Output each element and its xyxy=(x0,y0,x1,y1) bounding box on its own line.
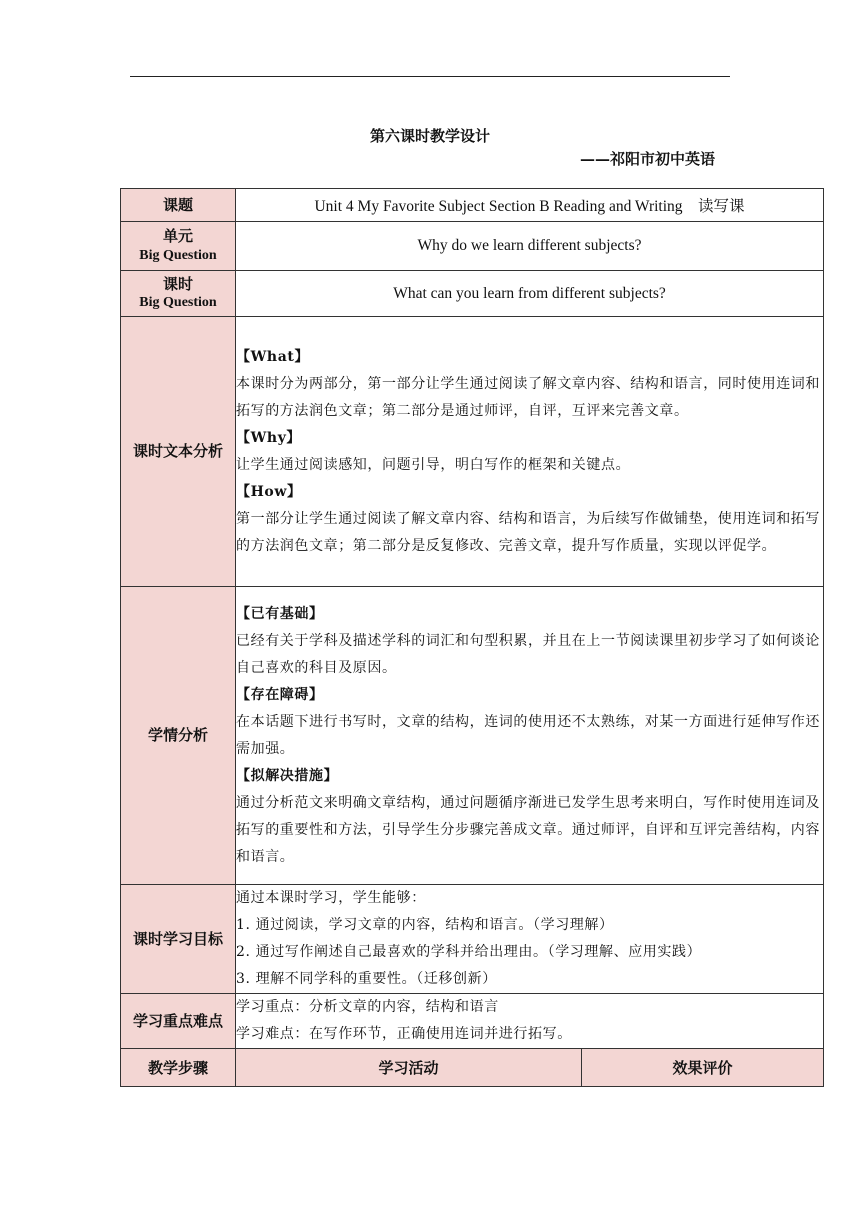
basis-heading: 【已有基础】 xyxy=(236,605,324,622)
key-points-content xyxy=(236,994,824,1049)
objectives-content xyxy=(236,885,824,994)
header-rule xyxy=(130,76,730,77)
lesson-bq-value: What can you learn from different subjects? xyxy=(236,271,824,317)
unit-bq-row xyxy=(121,222,824,271)
why-heading: 【Why】 xyxy=(236,429,302,446)
lesson-bq-row xyxy=(121,271,824,317)
unit-bq-value: Why do we learn different subjects? xyxy=(236,222,824,271)
lesson-plan-table xyxy=(120,188,824,1087)
key-focus: 学习重点：分析文章的内容，结构和语言 xyxy=(236,999,499,1015)
author-line: ——祁阳市初中英语 xyxy=(580,150,716,168)
unit-label-cn: 单元 xyxy=(162,227,193,246)
topic-label: 课题 xyxy=(121,189,236,222)
key-points-label: 学习重点难点 xyxy=(121,994,236,1049)
topic-value: Unit 4 My Favorite Subject Section B Reading and Writing 读写课 xyxy=(236,189,824,222)
steps-header-row xyxy=(121,1049,824,1087)
objectives-label: 课时学习目标 xyxy=(121,885,236,994)
objective-item: 3. 理解不同学科的重要性。（迁移创新） xyxy=(236,971,497,987)
how-heading: 【How】 xyxy=(236,483,302,500)
student-analysis-row xyxy=(121,587,824,885)
text-analysis-label: 课时文本分析 xyxy=(121,317,236,587)
lesson-label-en: Big Question xyxy=(139,295,217,311)
basis-body: 已经有关于学科及描述学科的词汇和句型积累，并且在上一节阅读课里初步学习了如何谈论自己喜欢的科目及原因。 xyxy=(236,632,820,676)
text-analysis-content xyxy=(236,317,824,587)
unit-label-en: Big Question xyxy=(139,247,217,263)
objectives-intro: 通过本课时学习，学生能够： xyxy=(236,890,426,906)
lesson-bq-label xyxy=(121,271,236,317)
why-body: 让学生通过阅读感知，问题引导，明白写作的框架和关键点。 xyxy=(236,456,631,473)
evaluation-header: 效果评价 xyxy=(582,1049,824,1087)
key-difficulty: 学习难点：在写作环节，正确使用连词并进行拓写。 xyxy=(236,1026,572,1042)
topic-row xyxy=(121,189,824,222)
lesson-label-cn: 课时 xyxy=(162,274,193,293)
activities-header: 学习活动 xyxy=(236,1049,582,1087)
unit-bq-label xyxy=(121,222,236,271)
student-analysis-content xyxy=(236,587,824,885)
what-heading: 【What】 xyxy=(236,348,310,365)
what-body: 本课时分为两部分，第一部分让学生通过阅读了解文章内容、结构和语言，同时使用连词和拓写的方法润色文章；第二部分是通过师评，自评，互评来完善文章。 xyxy=(236,375,820,419)
how-body: 第一部分让学生通过阅读了解文章内容、结构和语言，为后续写作做铺垫，使用连词和拓写的方法润色文章；第二部分是反复修改、完善文章，提升写作质量，实现以评促学。 xyxy=(236,510,820,554)
student-analysis-label: 学情分析 xyxy=(121,587,236,885)
obstacle-body: 在本话题下进行书写时，文章的结构，连词的使用还不太熟练，对某一方面进行延伸写作还需加强。 xyxy=(236,713,820,757)
key-points-row xyxy=(121,994,824,1049)
page-title: 第六课时教学设计 xyxy=(369,127,490,145)
objective-item: 1. 通过阅读，学习文章的内容，结构和语言。（学习理解） xyxy=(236,917,614,933)
objectives-row xyxy=(121,885,824,994)
measure-body: 通过分析范文来明确文章结构，通过问题循序渐进已发学生思考来明白，写作时使用连词及拓写的重要性和方法，引导学生分步骤完善成文章。通过师评，自评和互评完善结构，内容和语言。 xyxy=(236,794,820,865)
measure-heading: 【拟解决措施】 xyxy=(236,767,339,784)
text-analysis-row xyxy=(121,317,824,587)
obstacle-heading: 【存在障碍】 xyxy=(236,686,324,703)
steps-header: 教学步骤 xyxy=(121,1049,236,1087)
objective-item: 2. 通过写作阐述自己最喜欢的学科并给出理由。（学习理解、应用实践） xyxy=(236,944,702,960)
